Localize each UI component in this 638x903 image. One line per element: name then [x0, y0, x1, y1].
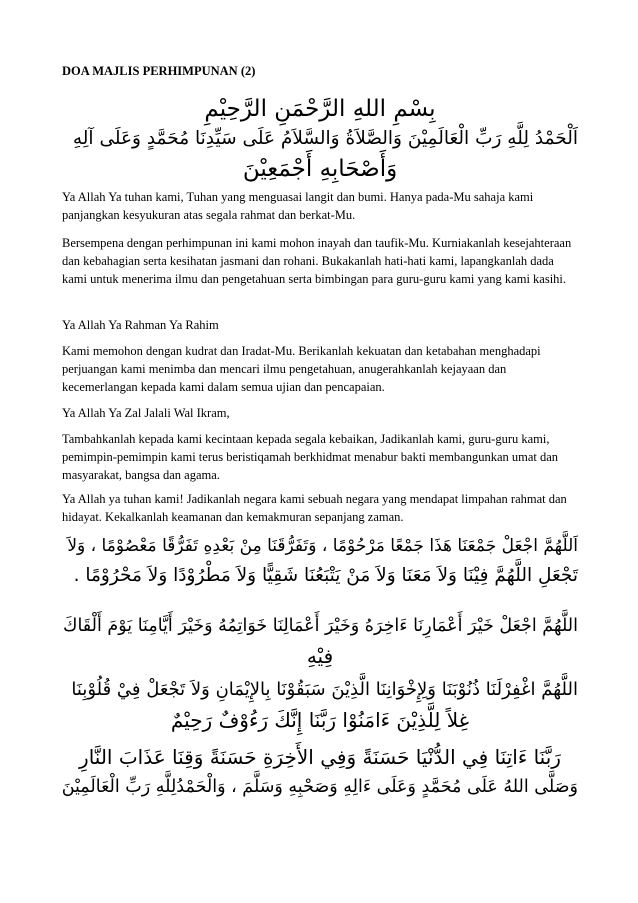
basmalah: بِسْمِ اللهِ الرَّحْمَنِ الرَّحِيْمِ: [204, 96, 436, 122]
paragraph-2: [62, 234, 578, 288]
closing-3-line-1: اللَّهُمَّ اغْفِرْلَنَا ذُنُوْبَنَا وَلِإِخْوَانِنَا الَّذِيْنَ سَبَقُوْنَا بِالإِيْمَانِ وَلاَ تَجْعَلْ فِيْ قُلُوْبِنَا: [71, 679, 578, 700]
paragraph-4: [62, 342, 578, 396]
paragraph-text: Tambahkanlah kepada kami kecintaan kepada segala kebaikan, Jadikanlah kami, guru-guru kami, pemimpin-pemimpin kami terus beristiqamah berkhidmat menabur bakti membangunkan umat dan masyarakat, bangsa dan agama.: [62, 432, 559, 482]
closing-4-line-2: وَصَلَّى اللهُ عَلَى مُحَمَّدٍ وَعَلَى ءَالِهِ وَصَحْبِهِ وَسَلَّمَ ، وَالْحَمْدُلِلَّهِ رَبِّ الْعَالَمِيْنَ: [61, 777, 578, 797]
paragraph-text: Ya Allah ya tuhan kami! Jadikanlah negara kami sebuah negara yang mendapat limpahan rahmat dan hidayat. Kekalkanlah keamanan dan kemakmuran sepanjang zaman.: [62, 492, 567, 524]
opening-prayer: [62, 94, 578, 184]
closing-1-line-1: اَللَّهُمَّ اجْعَلْ جَمْعَنَا هَذَا جَمْعًا مَرْحُوْمًا ، وَتَفَرُّقَنَا مِنْ بَعْدِهِ تَفَرُّقًا مَعْصُوْمًا ، وَلاَ: [67, 536, 578, 556]
paragraph-1: [62, 188, 578, 224]
paragraph-5: [62, 404, 578, 422]
document-title: DOA MAJLIS PERHIMPUNAN (2): [62, 64, 256, 78]
closing-prayer-1: [62, 531, 578, 591]
closing-2-line-1: اللَّهُمَّ اجْعَلْ خَيْرَ أَعْمَارِنَا ءَاخِرَهُ وَخَيْرَ أَعْمَالِنَا خَوَاتِمُهُ وَخَيْرَ أَيَّامِنَا يَوْمَ أَلْقَاكَ: [63, 616, 578, 636]
paragraph-text: Ya Allah Ya tuhan kami, Tuhan yang menguasai langit dan bumi. Hanya pada-Mu sahaja kami panjangkan kesyukuran atas segala rahmat dan berkat-Mu.: [62, 190, 534, 222]
paragraph-7: [62, 490, 578, 526]
paragraph-text: Ya Allah Ya Rahman Ya Rahim: [62, 318, 219, 332]
paragraph-6: [62, 430, 578, 484]
closing-2-line-2: فِيْهِ: [306, 644, 334, 668]
paragraph-text: Bersempena dengan perhimpunan ini kami mohon inayah dan taufik-Mu. Kurniakanlah kesejahteraan dan kebahagian serta kesihatan jasmani dan rohani. Bukakanlah hati-hati kami, lapangkanlah dada kami untuk menerima ilmu dan pengetahuan serta bimbingan para guru-guru kami yang kami kasihi.: [62, 236, 572, 286]
closing-prayer-2: [62, 611, 578, 671]
closing-prayer-3: [62, 675, 578, 735]
opening-line-1: اَلْحَمْدُ لِلَّهِ رَبِّ الْعَالَمِيْنَ وَالصَّلاَةُ وَالسَّلاَمُ عَلَى سَيِّدِنَا مُحَمَّدٍ وَعَلَى آلِهِ: [72, 128, 578, 149]
closing-4-line-1: رَبَّنَا ءَاتِنَا فِي الدُّنْيَا حَسَنَةً وَفِي الأَخِرَةِ حَسَنَةً وَقِنَا عَذَابَ النَّارِ: [79, 745, 561, 769]
paragraph-text: Ya Allah Ya Zal Jalali Wal Ikram,: [62, 406, 230, 420]
closing-1-line-2: تَجْعَلِ اللَّهُمَّ فِيْنَا وَلاَ مَعَنَا وَلاَ مَنْ يَتْبَعُنَا شَقِيًّا وَلاَ مَطْرُوْدًا وَلاَ مَحْرُوْمًا .: [73, 565, 578, 586]
paragraph-text: Kami memohon dengan kudrat dan Iradat-Mu. Berikanlah kekuatan dan ketabahan menghadapi perjuangan kami menimba dan mencari ilmu pengetahuan, anugerahkanlah kejayaan dan kecemerlangan kepada kami dalam semua ujian dan pencapaian.: [62, 344, 541, 394]
closing-3-line-2: غِلاً لِلَّذِيْنَ ءَامَنُوْا رَبَّنَا إِنَّكَ رَءُوْفٌ رَحِيْمٌ: [170, 708, 470, 732]
closing-prayer-4: [62, 742, 578, 802]
opening-line-2: وَأَصْحَابِهِ أَجْمَعِيْنَ: [242, 156, 398, 182]
paragraph-3: [62, 316, 578, 334]
